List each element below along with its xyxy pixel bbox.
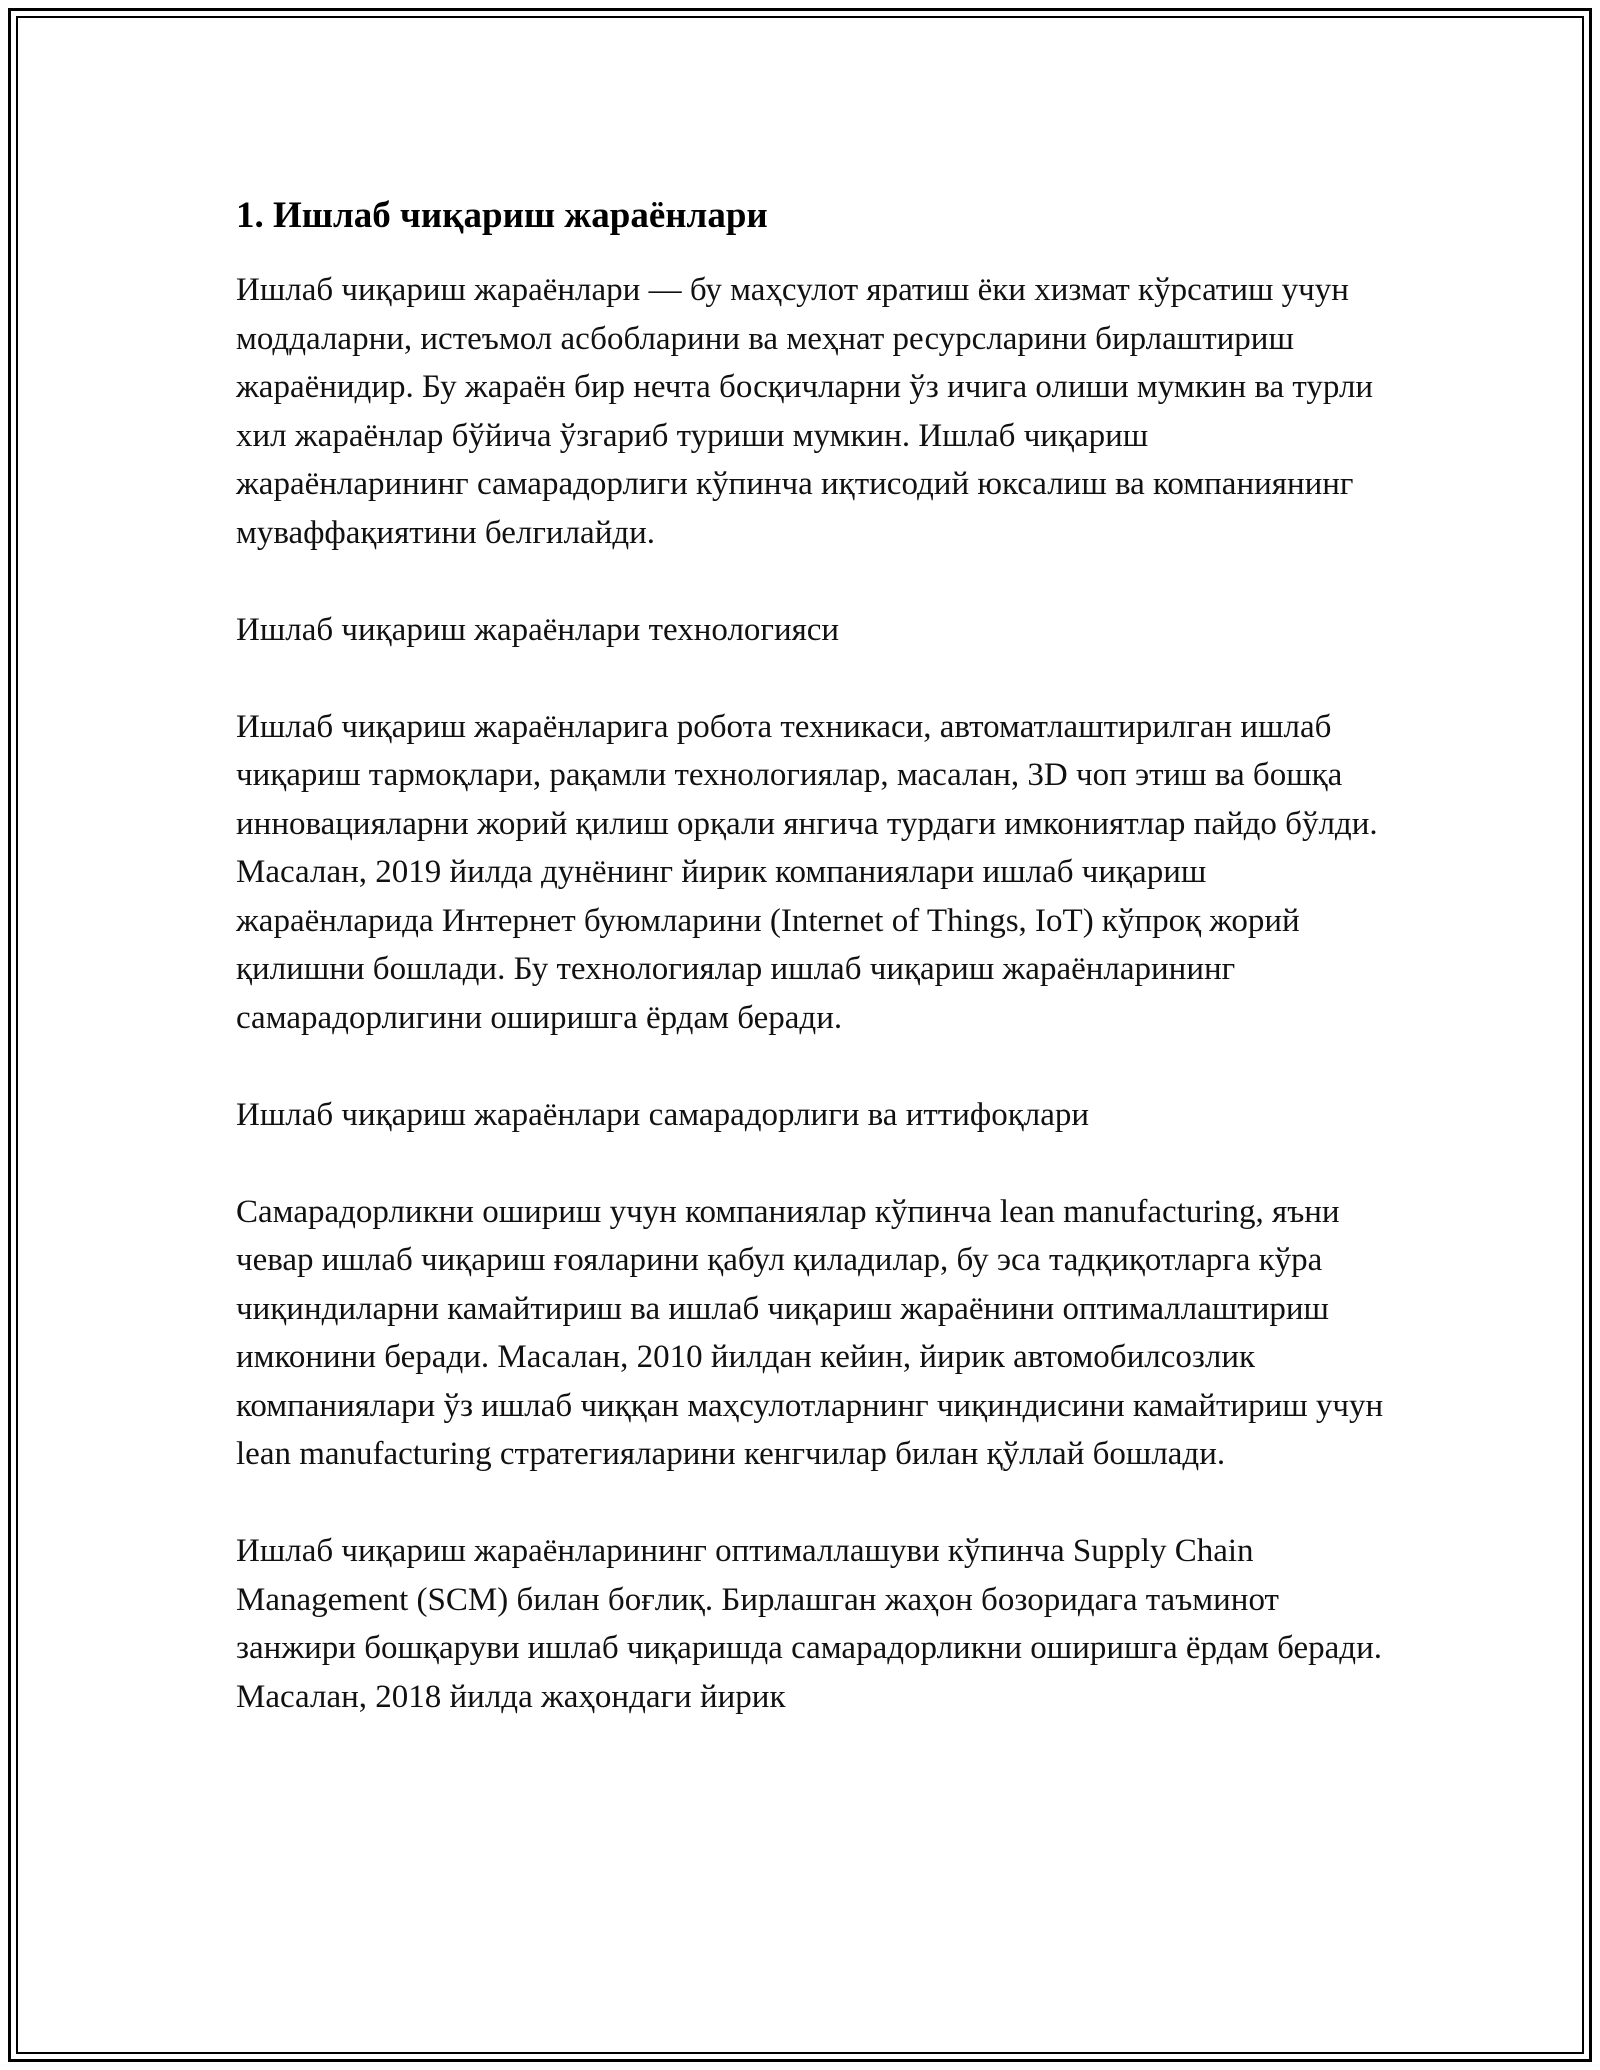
paragraph-technology: Ишлаб чиқариш жараёнларига робота техникаси, автоматлаштирилган ишлаб чиқариш тармоқлари, рақамли технологиялар, масалан, 3D чоп этиш ва бошқа инновацияларни жорий қилиш орқали янгича турдаги имкониятлар пайдо бўлди. Масалан, 2019 йилда дунёнинг йирик компаниялари ишлаб чиқариш жараёнларида Интернет буюмларини (Internet of Things, IoT) кўпроқ жорий қилишни бошлади. Бу технологиялар ишлаб чиқариш жараёнларининг самарадорлигини оширишга ёрдам беради. [236, 708, 1378, 1036]
subheading-technology: Ишлаб чиқариш жараёнлари технологияси [236, 611, 840, 648]
paragraph-spacer [236, 1042, 1386, 1091]
section-heading: 1. Ишлаб чиқариш жараёнлари [236, 195, 768, 236]
paragraph-spacer [236, 654, 1386, 703]
paragraph-scm: Ишлаб чиқариш жараёнларининг оптималлашуви кўпинча Supply Chain Management (SCM) билан боғлиқ. Бирлашган жаҳон бозоридага таъминот занжири бошқаруви ишлаб чиқаришда самарадорликни оширишга ёрдам беради. Масалан, 2018 йилда жаҳондаги йирик [236, 1533, 1383, 1715]
subheading-efficiency: Ишлаб чиқариш жараёнлари самарадорлиги ва иттифоқлари [236, 1096, 1090, 1133]
paragraph-spacer [236, 557, 1386, 606]
paragraph-intro: Ишлаб чиқариш жараёнлари — бу маҳсулот яратиш ёки хизмат кўрсатиш учун моддаларни, истеъмол асбобларини ва меҳнат ресурсларини бирлаштириш жараёнидир. Бу жараён бир нечта босқичларни ўз ичига олиши мумкин ва турли хил жараёнлар бўйича ўзгариб туриши мумкин. Ишлаб чиқариш жараёнларининг самарадорлиги кўпинча иқтисодий юксалиш ва компаниянинг муваффақиятини белгилайди. [236, 272, 1374, 551]
document-body [236, 188, 1386, 1721]
paragraph-spacer [236, 1479, 1386, 1528]
paragraph-lean: Самарадорликни ошириш учун компаниялар кўпинча lean manufacturing, яъни чевар ишлаб чиқариш ғояларини қабул қиладилар, бу эса тадқиқотларга кўра чиқиндиларни камайтириш ва ишлаб чиқариш жараёнини оптималлаштириш имконини беради. Масалан, 2010 йилдан кейин, йирик автомобилсозлик компаниялари ўз ишлаб чиққан маҳсулотларнинг чиқиндисини камайтириш учун lean manufacturing стратегияларини кенгчилар билан қўллай бошлади. [236, 1193, 1384, 1472]
paragraph-spacer [236, 1139, 1386, 1188]
